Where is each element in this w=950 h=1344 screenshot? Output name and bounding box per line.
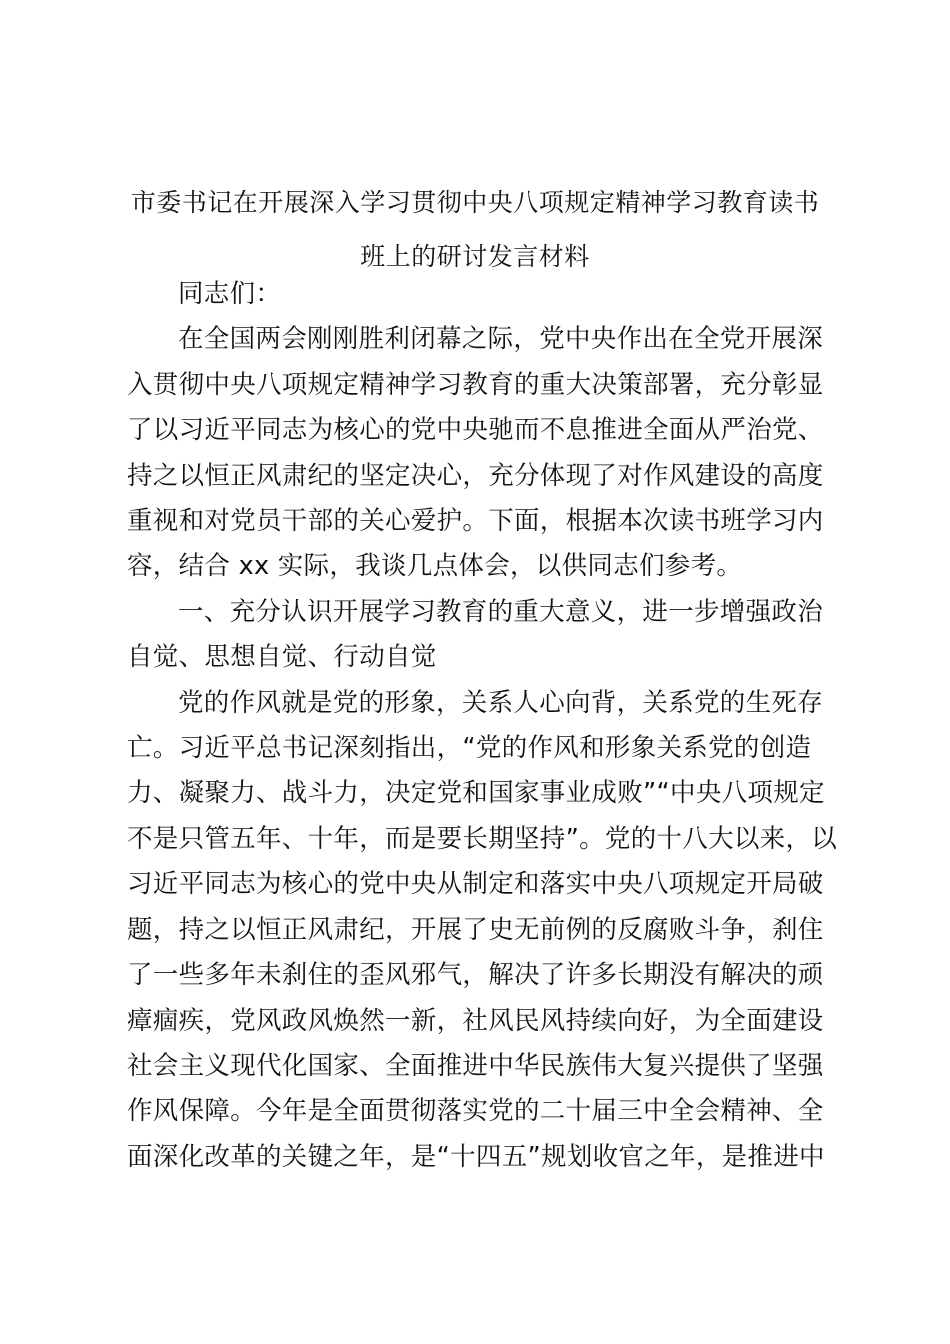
paragraph-1-line: 容，结合 xx 实际，我谈几点体会，以供同志们参考。 xyxy=(127,551,743,582)
paragraph-2-line: 亡。习近平总书记深刻指出，“党的作风和形象关系党的创造 xyxy=(127,733,812,764)
section-heading-line: 自觉、思想自觉、行动自觉 xyxy=(127,642,437,673)
document-title xyxy=(100,176,850,284)
paragraph-2-line: 瘴痼疾，党风政风焕然一新，社风民风持续向好，为全面建设 xyxy=(127,1005,824,1036)
salutation: 同志们： xyxy=(178,279,282,309)
paragraph-2-line: 力、凝聚力、战斗力，决定党和国家事业成败”“中央八项规定 xyxy=(127,778,825,809)
paragraph-2-line: 党的作风就是党的形象，关系人心向背，关系党的生死存 xyxy=(178,687,824,718)
document-body xyxy=(127,272,838,1180)
paragraph-2-line: 作风保障。今年是全面贯彻落实党的二十届三中全会精神、全 xyxy=(127,1096,824,1127)
paragraph-1-line: 重视和对党员干部的关心爱护。下面，根据本次读书班学习内 xyxy=(127,506,824,537)
section-heading-line: 一、充分认识开展学习教育的重大意义，进一步增强政治 xyxy=(178,596,824,627)
paragraph-1-line: 持之以恒正风肃纪的坚定决心，充分体现了对作风建设的高度 xyxy=(127,460,824,491)
paragraph-1-line: 了以习近平同志为核心的党中央驰而不息推进全面从严治党、 xyxy=(127,415,824,446)
paragraph-1-line: 入贯彻中央八项规定精神学习教育的重大决策部署，充分彰显 xyxy=(127,369,824,400)
paragraph-2-line: 题，持之以恒正风肃纪，开展了史无前例的反腐败斗争，刹住 xyxy=(127,914,824,945)
paragraph-2-line: 了一些多年未刹住的歪风邪气，解决了许多长期没有解决的顽 xyxy=(127,960,824,991)
paragraph-2-line: 习近平同志为核心的党中央从制定和落实中央八项规定开局破 xyxy=(127,869,824,900)
paragraph-2-line: 不是只管五年、十年，而是要长期坚持”。党的十八大以来，以 xyxy=(127,823,838,854)
title-line-2: 班上的研讨发言材料 xyxy=(360,242,590,271)
paragraph-2-line: 面深化改革的关键之年，是“十四五”规划收官之年，是推进中 xyxy=(127,1141,825,1172)
paragraph-1-line: 在全国两会刚刚胜利闭幕之际，党中央作出在全党开展深 xyxy=(178,324,824,355)
title-line-1: 市委书记在开展深入学习贯彻中央八项规定精神学习教育读书 xyxy=(130,188,820,217)
paragraph-2-line: 社会主义现代化国家、全面推进中华民族伟大复兴提供了坚强 xyxy=(127,1050,824,1081)
